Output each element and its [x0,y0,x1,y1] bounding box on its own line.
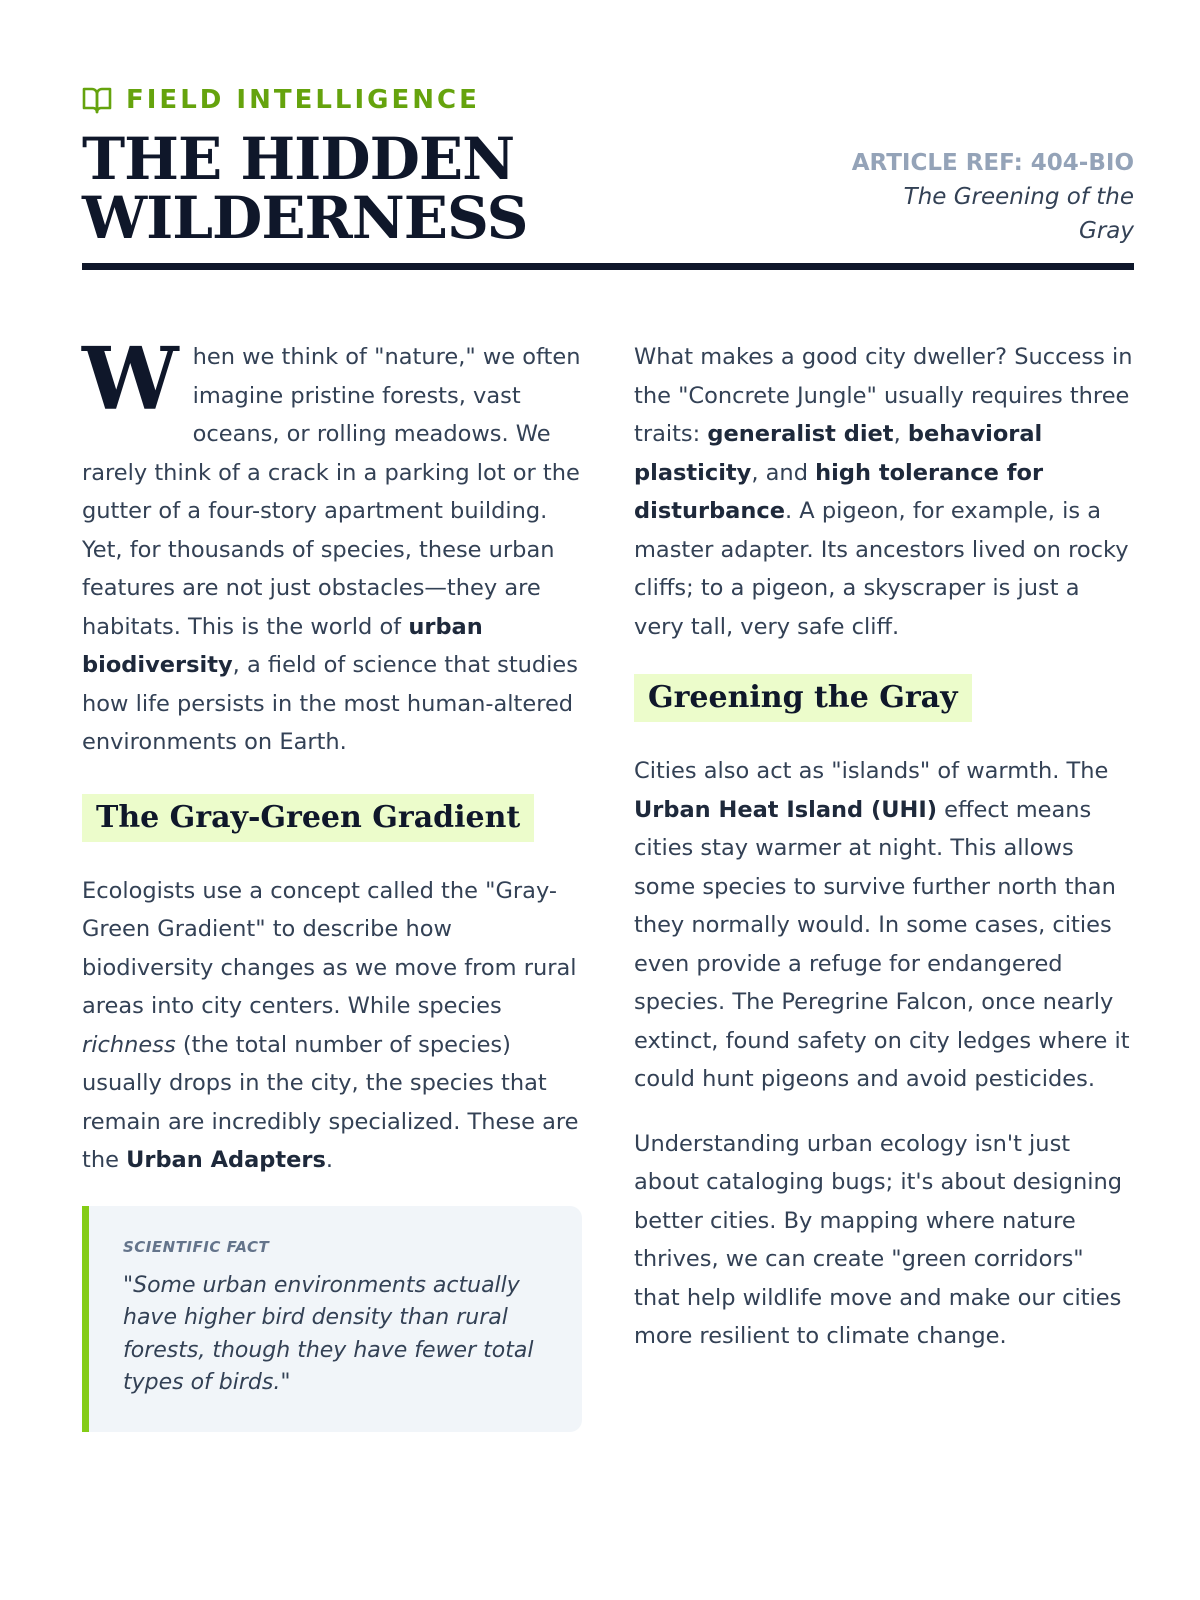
kicker-label: FIELD INTELLIGENCE [126,85,480,115]
closing-paragraph: Understanding urban ecology isn't just about cataloging bugs; it's about designing better cities. By mapping where nature thrives, we can create "green corridors" that help wildlife move and make our cities more resilient to climate change. [634,1130,1123,1349]
uhi-text-1: Cities also act as "islands" of warmth. The [634,758,1109,784]
dweller-bold-high-tolerance: high tolerance for disturbance [634,459,1044,524]
title-line-2: WILDERNESS [82,184,528,252]
article-subtitle: The Greening of the Gray [903,184,1134,244]
gradient-text-2: (the total number of species) usually drops in the city, the species that remain are incredibly specialized. These are the [82,1031,579,1173]
article-meta [814,146,1134,248]
header-divider [82,263,1134,270]
heading-gray-green-gradient: The Gray-Green Gradient [82,794,534,842]
fact-label: SCIENTIFIC FACT [123,1237,270,1256]
right-column [634,338,1134,1356]
dweller-text-4: . A pigeon, for example, is a master adapter. Its ancestors lived on rocky cliffs; to a pigeon, a skyscraper is just a very tall, very safe cliff. [634,498,1129,640]
drop-cap: W [82,329,179,430]
dweller-paragraph [634,338,1134,646]
fact-quote: "Some urban environments actually have higher bird density than rural forests, though they have fewer total types of birds." [123,1272,534,1395]
gradient-text-3: . [325,1147,334,1173]
open-book-icon [82,86,112,114]
section-kicker [82,80,1134,120]
dweller-bold-generalist-diet: generalist diet [707,421,894,447]
dweller-text-1: What makes a good city dweller? Success in the "Concrete Jungle" usually requires three traits: [634,344,1133,447]
article-ref: ARTICLE REF: 404-BIO [851,150,1134,176]
article-page [82,80,1134,1395]
uhi-text-2: effect means cities stay warmer at night. This allows some species to survive further north than they normally would. In some cases, cities even provide a refuge for endangered species. The Peregrine Falcon, once nearly extinct, found safety on city ledges where it could hunt pigeons and avoid pesticides. [634,796,1130,1092]
article-title [82,125,528,252]
dweller-bold-behavioral-plasticity: behavioral plasticity [634,421,1043,486]
dweller-text-3: , and [751,459,816,486]
uhi-bold-urban-heat-island: Urban Heat Island (UHI) [634,796,938,823]
heading-greening-the-gray: Greening the Gray [634,674,972,722]
gradient-text-1: Ecologists use a concept called the "Gray-Green Gradient" to describe how biodiversity changes as we move from rural areas into city centers. While species [82,877,577,1019]
left-column [82,329,582,1432]
gradient-italic-richness: richness [82,1031,176,1058]
gradient-bold-urban-adapters: Urban Adapters [126,1147,326,1173]
intro-bold-urban-biodiversity: urban biodiversity [82,613,483,678]
intro-text-1: hen we think of "nature," we often imagine pristine forests, vast oceans, or rolling meadows. We rarely think of a crack in a parking lot or the gutter of a four-story apartment building. Yet, for thousands of species, these urban features are not just obstacles—they are habitats. This is the world of [82,344,581,640]
article-header [82,120,1134,263]
title-line-1: THE HIDDEN [82,125,515,193]
intro-text-2: , a field of science that studies how life persists in the most human-altered environments on Earth. [82,652,579,755]
uhi-paragraph [634,752,1134,1099]
scientific-fact-callout [82,1206,582,1432]
gradient-paragraph [82,872,582,1180]
intro-paragraph [82,329,582,762]
dweller-text-2: , [893,421,908,447]
